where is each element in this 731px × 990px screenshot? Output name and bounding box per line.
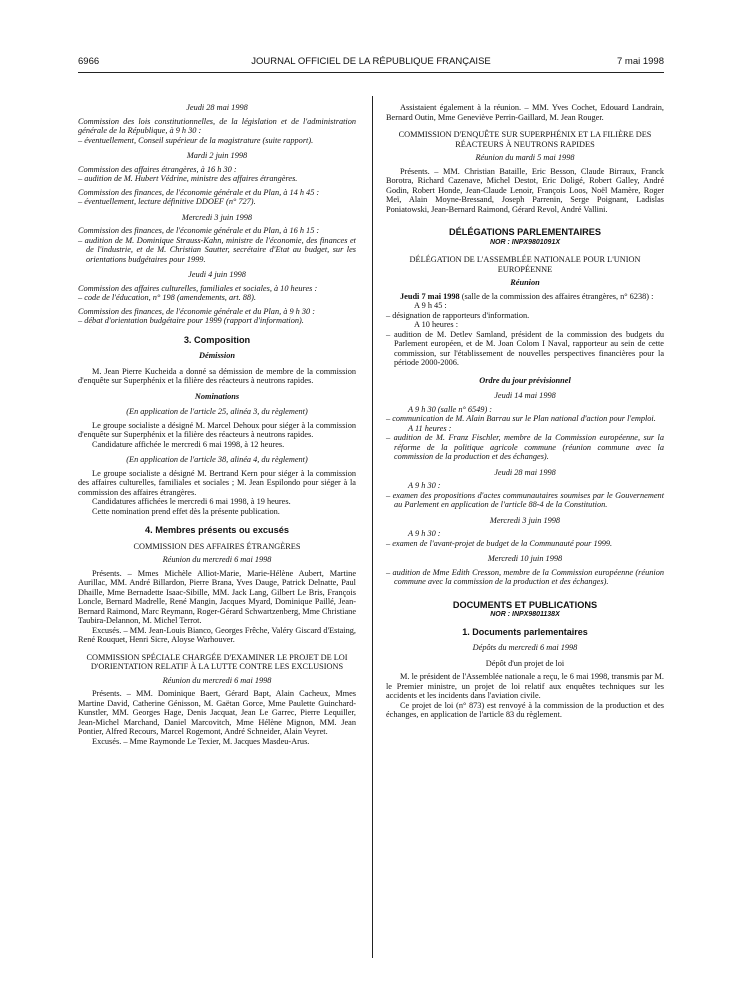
paragraph: M. Jean Pierre Kucheida a donné sa démission de membre de la commission d'enquête sur Superphénix et la filière des réacteurs à neutrons rapides. xyxy=(78,366,356,385)
time-line: A 9 h 30 : xyxy=(408,529,441,538)
date-heading: Mardi 2 juin 1998 xyxy=(186,151,248,160)
paragraph: Ce projet de loi (n° 873) est renvoyé à la commission de la production et des échanges, en application de l'article 83 du règlement. xyxy=(386,700,664,719)
date-heading: Jeudi 4 juin 1998 xyxy=(188,270,246,279)
column-divider xyxy=(372,96,373,958)
agenda-item: – éventuellement, lecture définitive DDOEF (n° 727). xyxy=(78,197,256,206)
subsection-title: Réunion xyxy=(510,278,540,287)
meeting-date: Réunion du mercredi 6 mai 1998 xyxy=(162,675,272,685)
journal-title: JOURNAL OFFICIEL DE LA RÉPUBLIQUE FRANÇAISE xyxy=(251,56,491,67)
right-column xyxy=(386,103,664,720)
commission-name: COMMISSION DES AFFAIRES ÉTRANGÈRES xyxy=(133,541,301,551)
meeting-date: Réunion du mercredi 6 mai 1998 xyxy=(162,555,272,564)
commission-name: COMMISSION D'ENQUÊTE SUR SUPERPHÉNIX ET LA FILIÈRE DES RÉACTEURS À NEUTRONS RAPIDES xyxy=(398,130,652,149)
date-heading: Mercredi 3 juin 1998 xyxy=(181,212,253,222)
subsection-title: 1. Documents parlementaires xyxy=(462,626,588,637)
left-column xyxy=(78,103,356,746)
agenda-item: – code de l'éducation, n° 198 (amendements, art. 88). xyxy=(78,293,256,302)
paragraph: Le groupe socialiste a désigné M. Bertrand Kern pour siéger à la commission des affaires culturelles, familiales et sociales ; M. Jean Espilondo pour siéger à la commission des affaires étrangères. xyxy=(78,468,356,497)
excused-members: Excusés. – MM. Jean-Louis Bianco, Georges Frêche, Valéry Giscard d'Estaing, René Rouquet, Henri Sicre, Aloyse Warhouver. xyxy=(78,625,356,644)
present-members: Présents. – Mmes Michèle Alliot-Marie, Marie-Hélène Aubert, Martine Aurillac, MM. André Billardon, Pierre Brana, Yves Dauge, Patrick Delnatte, Paul Dhaille, Mme Bernadette Isaac-Sibille, MM. Jack Lang, Gilbert Le Bris, François Loncle, Bernard Madrelle, René Mangin, Jacques Myard, Dominique Paillé, Jean-Bernard Raimond, Marc Reymann, Roger-Gérard Schwartzenberg, Mme Christiane Taubira-Delannon, M. Michel Terrot. xyxy=(78,568,357,625)
time-line: A 10 heures : xyxy=(414,320,459,329)
page-number: 6966 xyxy=(78,56,100,67)
commission-line: Commission des finances, de l'économie générale et du Plan, à 14 h 45 : xyxy=(78,187,320,197)
agenda-item: – examen des propositions d'actes communautaires soumises par le Gouvernement au Parlement en application de l'article 88-4 de la Constitution. xyxy=(386,490,664,509)
agenda-item: – communication de M. Alain Barrau sur le Plan national d'action pour l'emploi. xyxy=(386,414,656,423)
agenda-item: – audition de M. Hubert Védrine, ministre des affaires étrangères. xyxy=(78,174,298,183)
section-title: DÉLÉGATIONS PARLEMENTAIRES xyxy=(448,227,602,237)
subsection-title: Démission xyxy=(199,351,235,360)
agenda-item: – débat d'orientation budgétaire pour 1999 (rapport d'information). xyxy=(78,316,304,325)
section-title: 4. Membres présents ou excusés xyxy=(144,525,289,535)
section-title: DOCUMENTS ET PUBLICATIONS xyxy=(452,599,598,610)
time-line: A 9 h 30 : xyxy=(408,481,441,490)
candidature-line: Candidatures affichées le mercredi 6 mai 1998, à 19 heures. xyxy=(92,497,291,506)
excused-members: Excusés. – Mme Raymonde Le Texier, M. Jacques Masdeu-Arus. xyxy=(92,736,310,746)
page-header xyxy=(78,56,664,70)
meeting-line: Jeudi 7 mai 1998 (salle de la commission des affaires étrangères, n° 6238) : xyxy=(400,291,654,301)
present-members: Présents. – MM. Christian Bataille, Eric Besson, Claude Birraux, Franck Borotra, Richard Cazenave, Michel Destot, Eric Doligé, Robert Galley, André Godin, Robert Honde, Jean-Claude Lenoir, François Loos, Noël Mamère, Roger Meï, Alain Moyne-Bressand, Joseph Parrenin, Serge Poignant, Ladislas Poniatowski, Jean-Bernard Raimond, Gérard Revol, André Vallini. xyxy=(386,166,664,214)
attending-members: Assistaient également à la réunion. – MM. Yves Cochet, Edouard Landrain, Bernard Outin, Mme Geneviève Perrin-Gaillard, M. Jean Rouger. xyxy=(386,103,664,122)
date-heading: Jeudi 28 mai 1998 xyxy=(494,467,556,477)
date-heading: Mercredi 3 juin 1998 xyxy=(489,515,561,525)
time-line: A 11 heures : xyxy=(408,423,452,433)
meeting-date: Réunion du mardi 5 mai 1998 xyxy=(475,153,575,162)
commission-line: Commission des finances, de l'économie générale et du Plan, à 9 h 30 : xyxy=(78,306,316,316)
subsection-title: Nominations xyxy=(194,391,240,401)
nor-reference: NOR : INPX9801091X xyxy=(489,238,561,246)
agenda-item: – éventuellement, Conseil supérieur de la magistrature (suite rapport). xyxy=(78,135,314,145)
paragraph: Cette nomination prend effet dès la présente publication. xyxy=(92,506,280,516)
issue-date: 7 mai 1998 xyxy=(616,56,664,67)
agenda-item: – désignation de rapporteurs d'information. xyxy=(386,310,530,320)
date-heading: Jeudi 14 mai 1998 xyxy=(494,391,556,400)
deposit-type: Dépôt d'un projet de loi xyxy=(485,658,565,668)
delegation-name: DÉLÉGATION DE L'ASSEMBLÉE NATIONALE POUR L'UNION EUROPÉENNE xyxy=(409,255,641,274)
candidature-line: Candidature affichée le mercredi 6 mai 1998, à 12 heures. xyxy=(92,439,285,449)
header-rule xyxy=(78,72,664,73)
deposit-date: Dépôts du mercredi 6 mai 1998 xyxy=(472,643,578,652)
subsection-title: Ordre du jour prévisionnel xyxy=(479,375,571,385)
agenda-item: – examen de l'avant-projet de budget de la Communauté pour 1999. xyxy=(386,538,613,548)
commission-line: Commission des lois constitutionnelles, de la législation et de l'administration générale de la République, à 9 h 30 : xyxy=(78,116,356,135)
rule-reference: (En application de l'article 25, alinéa 3, du règlement) xyxy=(126,407,308,416)
date-heading: Jeudi 28 mai 1998 xyxy=(186,103,248,112)
section-title: 3. Composition xyxy=(183,334,251,345)
date-heading: Mercredi 10 juin 1998 xyxy=(487,554,563,563)
paragraph: M. le président de l'Assemblée nationale a reçu, le 6 mai 1998, transmis par M. le Premier ministre, un projet de loi relatif aux enquêtes techniques sur les accidents et les incidents dans l'aviation civile. xyxy=(386,672,664,700)
time-line: A 9 h 30 (salle n° 6549) : xyxy=(408,404,493,414)
agenda-item: – audition de Mme Edith Cresson, membre de la Commission européenne (réunion commune avec la commission de la production et des échanges). xyxy=(386,567,664,586)
commission-line: Commission des affaires étrangères, à 16 h 30 : xyxy=(78,164,237,174)
commission-line: Commission des finances, de l'économie générale et du Plan, à 16 h 15 : xyxy=(78,226,320,235)
commission-name: COMMISSION SPÉCIALE CHARGÉE D'EXAMINER LE PROJET DE LOI D'ORIENTATION RELATIF À LA LUTTE CONTRE LES EXCLUSIONS xyxy=(86,652,348,671)
time-line: A 9 h 45 : xyxy=(414,301,447,310)
agenda-item: – audition de M. Dominique Strauss-Kahn, ministre de l'économie, des finances et de l'industrie, et de M. Christian Sautter, secrétaire d'Etat au budget, sur les orientations budgétaires pour 1999. xyxy=(78,235,356,264)
commission-line: Commission des affaires culturelles, familiales et sociales, à 10 heures : xyxy=(78,283,318,293)
rule-reference: (En application de l'article 38, alinéa 4, du règlement) xyxy=(126,455,308,464)
agenda-item: – audition de M. Franz Fischler, membre de la Commission européenne, sur la réforme de la politique agricole commune (réunion commune avec la commission de la production et des échanges). xyxy=(386,433,664,461)
agenda-item: – audition de M. Detlev Samland, président de la commission des budgets du Parlement européen, et de M. Joan Colom I Naval, rapporteur au sein de cette commission, sur l'établissement de nouvelles perspectives financières pour la période 2000-2006. xyxy=(386,329,664,367)
nor-reference: NOR : INPX9801138X xyxy=(490,611,560,618)
present-members: Présents. – MM. Dominique Baert, Gérard Bapt, Alain Cacheux, Mmes Martine David, Catherine Génisson, M. Gaëtan Gorce, Mme Paulette Guinchard-Kunstler, MM. Georges Hage, Denis Jacquat, Jean Le Garrec, Pierre Lequiller, Jean-Michel Marchand, Daniel Marcovitch, Mme Hélène Mignon, MM. Jean Pontier, Alfred Recours, Marcel Rogemont, André Schneider, Alain Veyret. xyxy=(78,689,356,736)
paragraph: Le groupe socialiste a désigné M. Marcel Dehoux pour siéger à la commission d'enquête sur Superphénix et la filière des réacteurs à neutrons rapides. xyxy=(78,420,356,439)
